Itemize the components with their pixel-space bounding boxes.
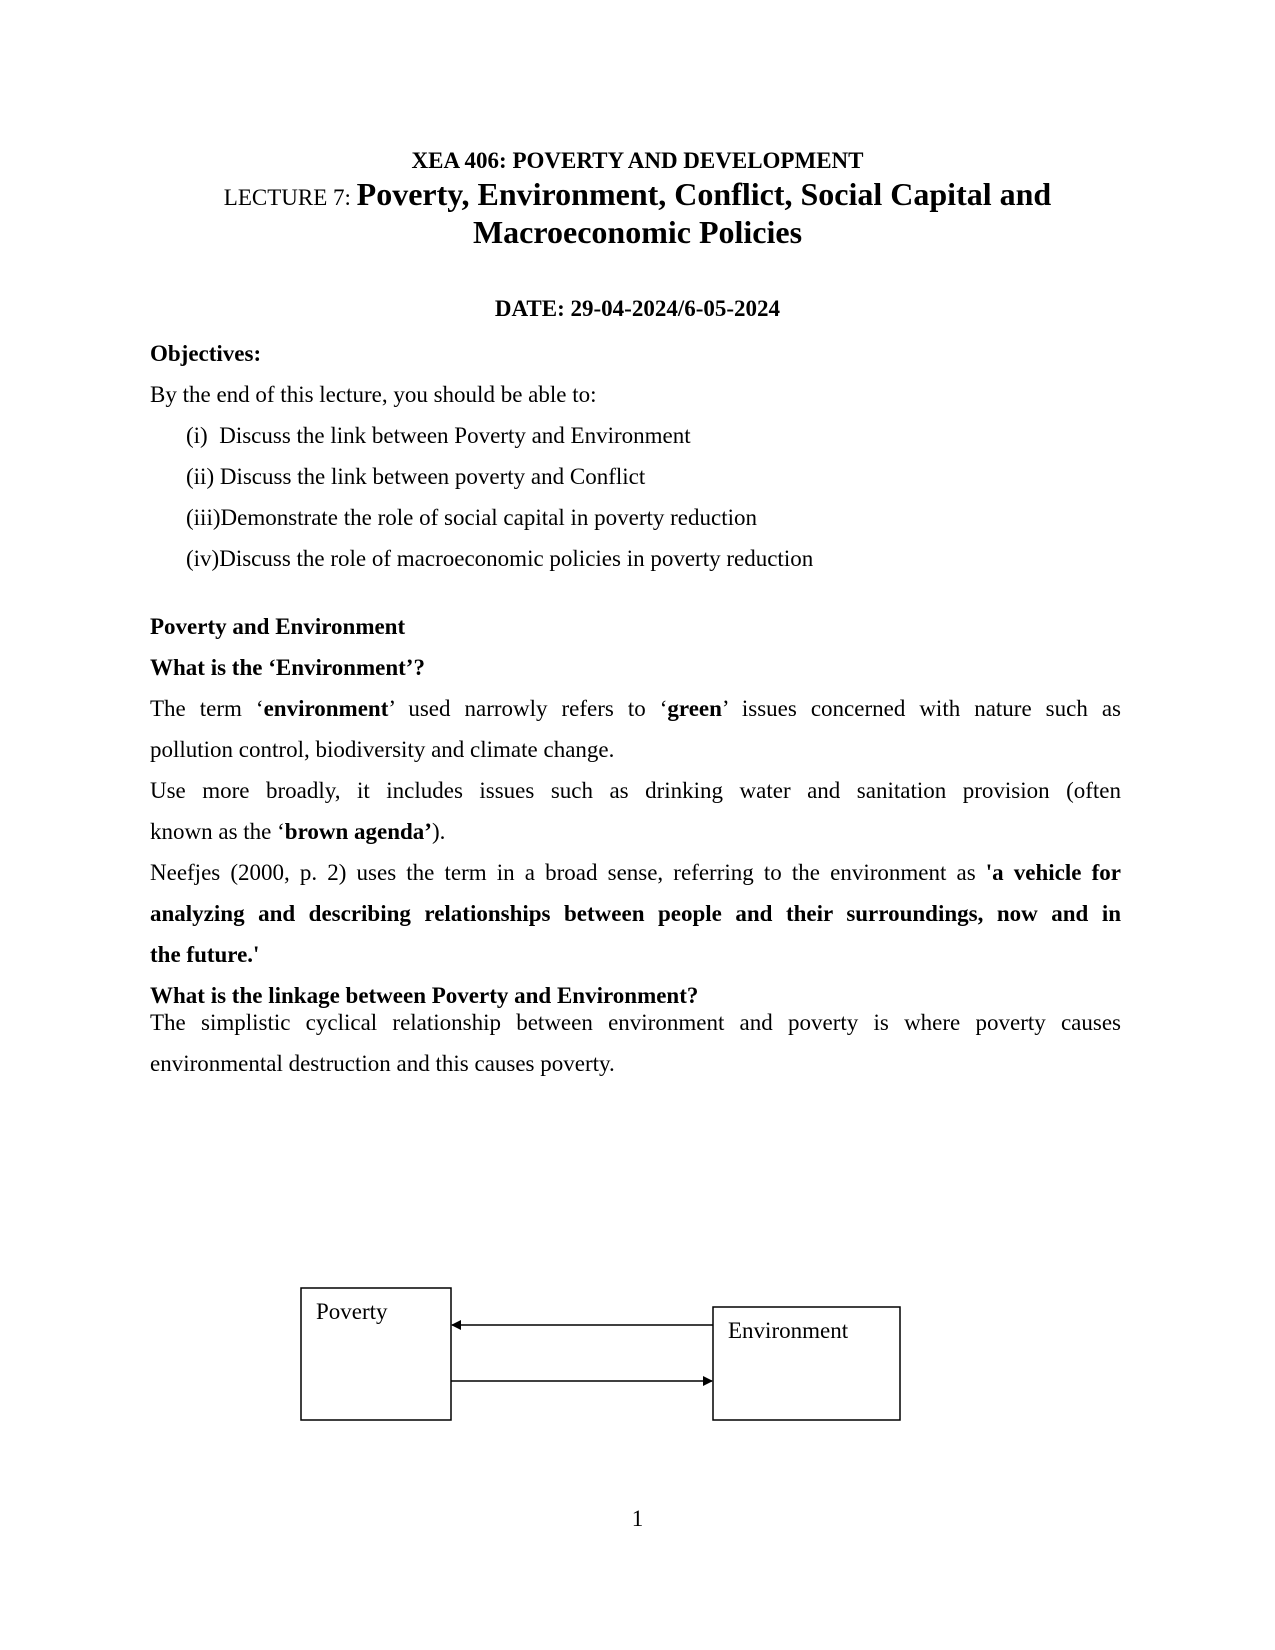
objective-number: (iv) (186, 546, 220, 571)
objective-text: Discuss the link between poverty and Conflict (219, 464, 646, 489)
objective-text: Discuss the link between Poverty and Environment (219, 423, 691, 448)
text-run: The term ‘ (150, 696, 264, 721)
objective-text: Demonstrate the role of social capital in poverty reduction (220, 505, 757, 530)
lecture-date: DATE: 29-04-2024/6-05-2024 (494, 296, 781, 321)
lecture-title-line1: Poverty, Environment, Conflict, Social Capital and (356, 176, 1052, 212)
objective-number: (i) (186, 423, 208, 448)
poverty-box-label: Poverty (316, 1299, 388, 1324)
course-code: XEA 406: POVERTY AND DEVELOPMENT (411, 148, 864, 173)
lecture-label: LECTURE 7: (223, 185, 357, 210)
paragraph-line: pollution control, biodiversity and climate change. (150, 737, 615, 762)
term-green: green (667, 696, 722, 721)
paragraph-line: Use more broadly, it includes issues such as drinking water and sanitation provision (often (150, 778, 1121, 803)
objective-number: (ii) (186, 464, 215, 489)
section-heading: Poverty and Environment (150, 614, 406, 639)
paragraph-line: environmental destruction and this causes poverty. (150, 1051, 615, 1076)
objectives-heading: Objectives: (150, 341, 262, 366)
text-run: ). (431, 819, 446, 844)
text-run: Neefjes (2000, p. 2) uses the term in a broad sense, referring to the environment as (150, 860, 986, 885)
quote-line: analyzing and describing relationships between people and their surroundings, now and in (150, 901, 1121, 926)
text-run: ’ used narrowly refers to ‘ (388, 696, 668, 721)
paragraph-line: The simplistic cyclical relationship between environment and poverty is where poverty causes (150, 1010, 1121, 1035)
objectives-intro: By the end of this lecture, you should be able to: (150, 382, 597, 407)
lecture-title-line2: Macroeconomic Policies (472, 214, 803, 250)
term-brown-agenda: brown agenda’ (284, 819, 432, 844)
quote-start: 'a vehicle for (985, 860, 1121, 885)
subheading-linkage: What is the linkage between Poverty and Environment? (150, 983, 699, 1008)
text-run: known as the ‘ (150, 819, 285, 844)
page-number: 1 (631, 1506, 644, 1531)
environment-box-label: Environment (728, 1318, 849, 1343)
term-environment: environment (263, 696, 389, 721)
objective-text: Discuss the role of macroeconomic policies in poverty reduction (219, 546, 814, 571)
subheading-what-is-environment: What is the ‘Environment’? (150, 655, 425, 680)
quote-end: the future.' (150, 942, 260, 967)
objective-number: (iii) (186, 505, 221, 530)
text-run: ’ issues concerned with nature such as (721, 696, 1121, 721)
